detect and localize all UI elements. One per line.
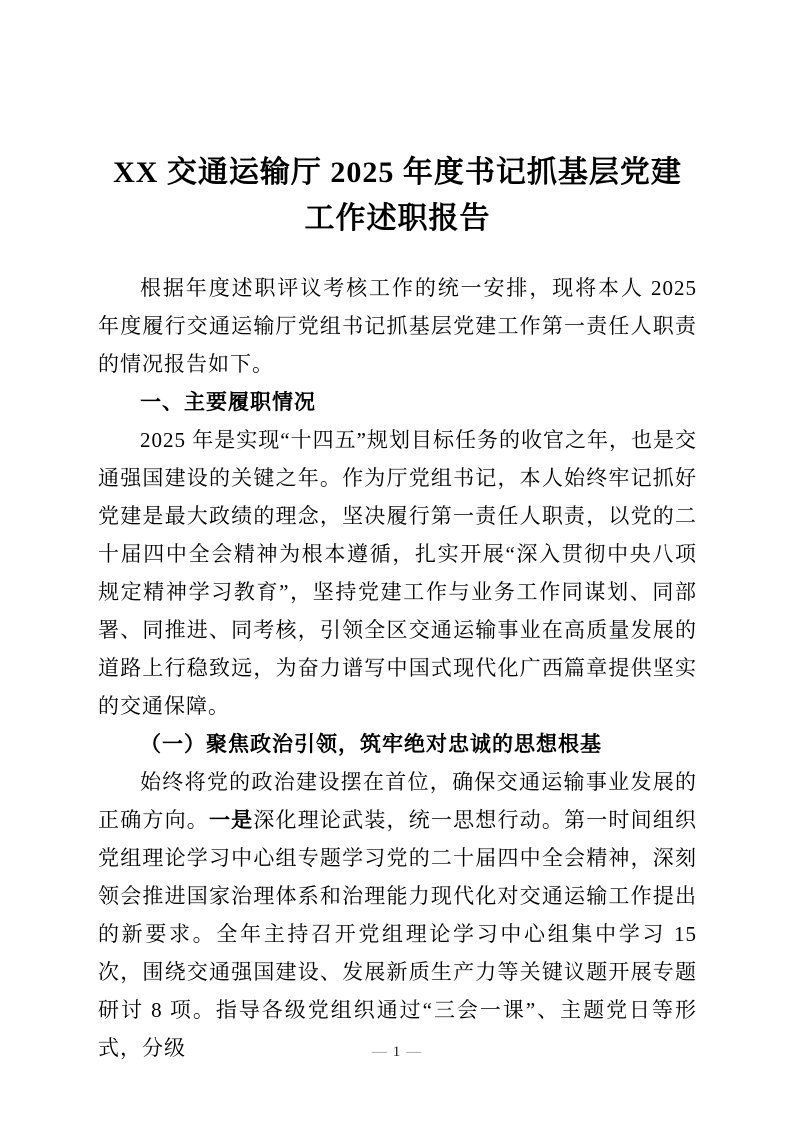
section-1-body: 2025 年是实现“十四五”规划目标任务的收官之年，也是交通强国建设的关键之年。作为厅党组书记，本人始终牢记抓好党建是最大政绩的理念，坚决履行第一责任人职责，以党的二十届四中全会精神为根本遵循，扎实开展“深入贯彻中央八项规定精神学习教育”，坚持党建工作与业务工作同谋划、同部署、同推进、同考核，引领全区交通运输事业在高质量发展的道路上行稳致远，为奋力谱写中国式现代化广西篇章提供坚实的交通保障。 bbox=[98, 428, 697, 718]
page-number: 1 bbox=[392, 1044, 401, 1060]
document-title bbox=[98, 150, 697, 242]
subsection-1-body bbox=[98, 763, 697, 1067]
subsection-1-body-bold-run: 一是 bbox=[208, 808, 254, 832]
footer-dash-left: — bbox=[371, 1044, 387, 1060]
paragraph-intro: 根据年度述职评议考核工作的统一安排，现将本人 2025 年度履行交通运输厅党组书记抓基层党建工作第一责任人职责的情况报告如下。 bbox=[98, 276, 697, 376]
subsection-1-body-post: 深化理论武装，统一思想行动。第一时间组织党组理论学习中心组专题学习党的二十届四中全会精神，深刻领会推进国家治理体系和治理能力现代化对交通运输工作提出的新要求。全年主持召开党组理论学习中心组集中学习 15 次，围绕交通强国建设、发展新质生产力等关键议题开展专题研讨 8 项。指导各级党组织通过“三会一课”、主题党日等形式，分级 bbox=[98, 808, 698, 1060]
section-1-heading: 一、主要履职情况 bbox=[140, 390, 316, 414]
document-title-line-2: 工作述职报告 bbox=[304, 202, 491, 235]
footer-dash-right: — bbox=[406, 1044, 422, 1060]
subsection-1-heading: （一）聚焦政治引领，筑牢绝对忠诚的思想根基 bbox=[140, 732, 602, 756]
page-footer bbox=[0, 1045, 793, 1060]
document-title-line-1: XX 交通运输厅 2025 年度书记抓基层党建 bbox=[113, 156, 682, 189]
subsection-1-body-pre: 始终将党的政治建设摆在首位，确保交通运输事业发展的正确方向。 bbox=[98, 770, 697, 832]
